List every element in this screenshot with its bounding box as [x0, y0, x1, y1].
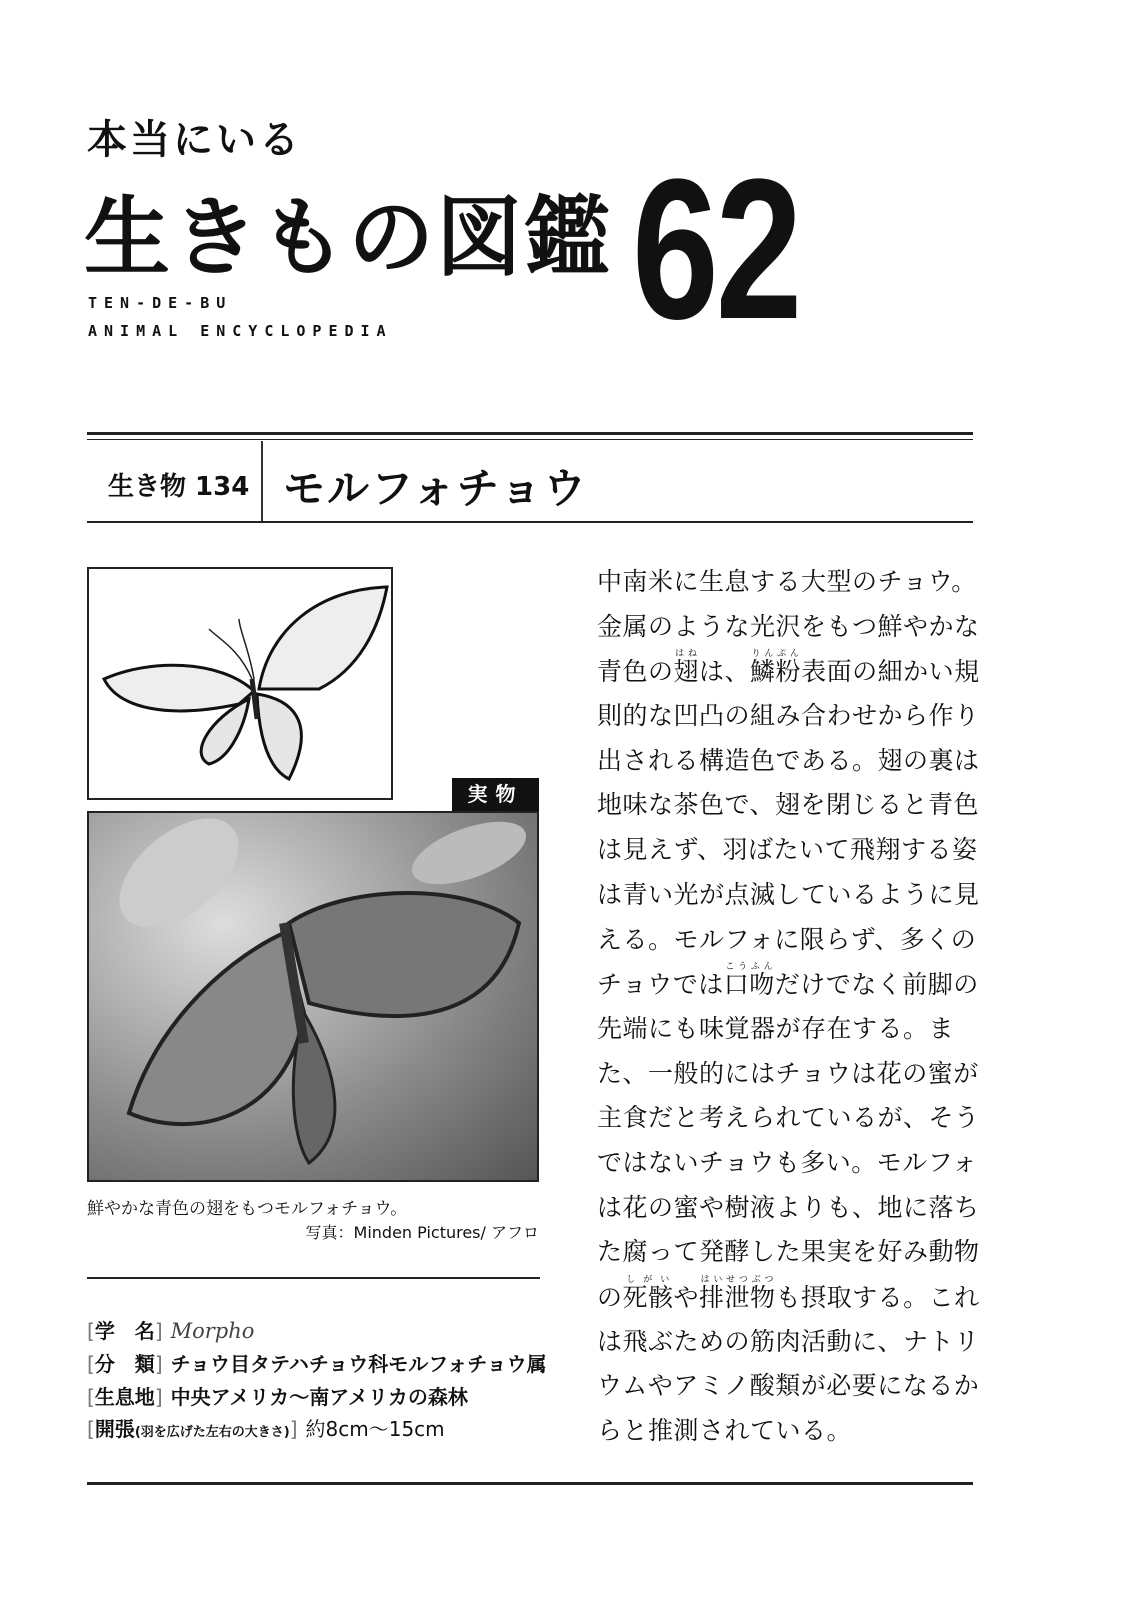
body-text-segment: 青色の	[597, 657, 674, 687]
body-text-segment: チョウでは	[597, 970, 724, 1000]
value: 中央アメリカ〜南アメリカの森林	[170, 1385, 468, 1409]
body-line	[597, 918, 987, 963]
body-line	[597, 828, 987, 873]
body-line	[597, 649, 987, 694]
body-text-segment: 金属のような光沢をもつ鮮やかな	[597, 611, 980, 641]
body-text-segment: た腐って発酵した果実を好み動物	[597, 1237, 980, 1267]
body-text-segment: 則的な凹凸の組み合わせから作り	[597, 701, 980, 731]
ruby-base: 口吻	[723, 970, 775, 1000]
body-line	[597, 1007, 987, 1052]
body-text-segment: は見えず、羽ばたいて飛翔する姿	[597, 835, 978, 865]
body-line	[597, 783, 987, 828]
value: 約8cm〜15cm	[305, 1417, 445, 1441]
body-text-segment: や	[673, 1283, 700, 1312]
info-wingspan: [開張(羽を広げた左右の大きさ)] 約8cm〜15cm	[87, 1417, 445, 1441]
ruby-base: 鱗粉	[750, 657, 802, 687]
entry-title: モルフォチョウ	[283, 464, 588, 513]
volume-number: 62	[632, 138, 800, 361]
body-text	[597, 560, 987, 1454]
divider	[87, 439, 973, 440]
label: 開張	[94, 1417, 135, 1441]
body-text-segment: は飛ぶための筋肉活動に、ナトリ	[597, 1326, 980, 1356]
photo-caption: 鮮やかな青色の翅をもつモルフォチョウ。	[87, 1199, 408, 1219]
body-text-segment: 中南米に生息する大型のチョウ。	[597, 567, 977, 596]
body-text-segment: ではないチョウも多い。モルフォ	[597, 1147, 978, 1177]
body-line	[597, 1186, 987, 1231]
series-title: 生きもの図鑑	[84, 187, 612, 288]
body-line	[597, 605, 987, 650]
ruby-base: 死骸	[622, 1283, 674, 1312]
body-text-segment: える。モルフォに限らず、多くの	[597, 924, 977, 954]
furigana: はね	[673, 649, 700, 660]
body-text-segment: 表面の細かい規	[801, 657, 980, 687]
label: 学 名	[94, 1319, 155, 1343]
info-scientific-name: [学 名] Morpho	[87, 1319, 255, 1343]
divider	[87, 1277, 540, 1279]
body-text-segment: だけでなく前脚の	[774, 970, 979, 1000]
value: チョウ目タテハチョウ科モルフォチョウ属	[170, 1352, 547, 1376]
body-text-segment: ウムやアミノ酸類が必要になるか	[597, 1371, 980, 1401]
body-line	[597, 1320, 987, 1365]
info-habitat: [生息地] 中央アメリカ〜南アメリカの森林	[87, 1385, 468, 1409]
body-line	[597, 1052, 987, 1097]
furigana: はいせつぶつ	[699, 1275, 776, 1285]
body-text-segment: 地味な茶色で、翅を閉じると青色	[597, 790, 980, 820]
butterfly-photo	[87, 811, 539, 1182]
body-line	[597, 694, 987, 739]
butterfly-illustration	[87, 567, 393, 800]
body-text-segment: た、一般的にはチョウは花の蜜が	[597, 1058, 979, 1088]
body-line	[597, 1096, 987, 1141]
ruby-word	[750, 649, 802, 687]
body-text-segment: らと推測されている。	[597, 1416, 853, 1446]
furigana: しがい	[622, 1275, 674, 1285]
real-photo-tag: 実物	[452, 778, 539, 811]
series-subtitle: 本当にいる	[87, 117, 302, 163]
info-classification: [分 類] チョウ目タテハチョウ科モルフォチョウ属	[87, 1352, 547, 1376]
ruby-word	[723, 962, 775, 1000]
entry-number: 生き物 134	[108, 472, 250, 502]
body-line	[597, 962, 987, 1007]
series-en-title: TEN-DE-BU	[88, 294, 233, 312]
series-en-subtitle: ANIMAL ENCYCLOPEDIA	[88, 322, 393, 340]
ruby-base: 排泄物	[699, 1283, 776, 1312]
body-text-segment: は花の蜜や樹液よりも、地に落ち	[597, 1192, 980, 1222]
body-text-segment: は、	[699, 657, 751, 687]
body-text-segment: は青い光が点滅しているように見	[597, 879, 980, 909]
divider	[87, 1482, 973, 1485]
furigana: りんぷん	[750, 649, 802, 660]
ruby-base: 翅	[673, 657, 700, 687]
body-line	[597, 1230, 987, 1275]
ruby-word	[673, 649, 700, 687]
body-text-segment: の	[597, 1283, 623, 1312]
body-line	[597, 1364, 987, 1409]
photo-credit: 写真：Minden Pictures/ アフロ	[305, 1223, 539, 1242]
body-line	[597, 1141, 987, 1186]
body-text-segment: 出される構造色である。翅の裏は	[597, 745, 980, 775]
ruby-word	[622, 1275, 674, 1312]
furigana: こうふん	[723, 962, 775, 973]
body-line	[597, 873, 987, 918]
note: (羽を広げた左右の大きさ)	[134, 1425, 290, 1440]
body-line	[597, 739, 987, 784]
ruby-word	[699, 1275, 776, 1312]
header-divider	[261, 441, 263, 522]
divider	[87, 521, 973, 523]
body-text-segment: 主食だと考えられているが、そう	[597, 1103, 980, 1133]
body-text-segment: も摂取する。これ	[775, 1283, 980, 1312]
label: 分 類	[94, 1352, 155, 1376]
value: Morpho	[170, 1319, 255, 1343]
body-line	[597, 560, 987, 605]
body-line	[597, 1409, 987, 1454]
body-line	[597, 1275, 987, 1320]
label: 生息地	[94, 1385, 155, 1409]
body-text-segment: 先端にも味覚器が存在する。ま	[597, 1013, 955, 1043]
divider	[87, 432, 973, 435]
